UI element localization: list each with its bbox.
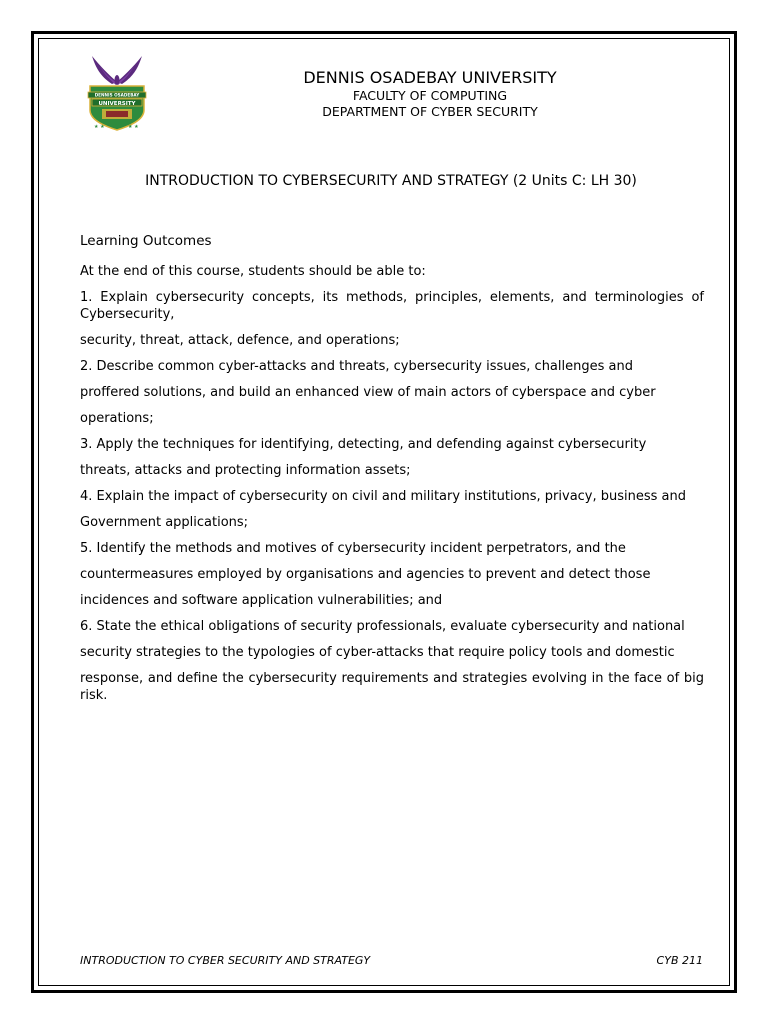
body-line: incidences and software application vulnerabilities; and <box>80 593 443 608</box>
body-line: security, threat, attack, defence, and operations; <box>80 333 400 348</box>
body-line: 1. Explain cybersecurity concepts, its methods, principles, elements, and terminologies of Cybersecurity, <box>80 290 704 322</box>
body-line: response, and define the cybersecurity requirements and strategies evolving in the face of big risk. <box>80 671 704 703</box>
body-line: operations; <box>80 411 154 426</box>
footer-course-name: INTRODUCTION TO CYBER SECURITY AND STRATEGY <box>80 954 371 967</box>
logo-wing-left <box>92 56 117 84</box>
logo-text-line1: DENNIS OSADEBAY <box>94 92 140 98</box>
body-line: threats, attacks and protecting information assets; <box>80 463 411 478</box>
faculty-name: FACULTY OF COMPUTING <box>352 88 508 103</box>
document-header <box>250 68 610 120</box>
body-line: 4. Explain the impact of cybersecurity on civil and military institutions, privacy, business and <box>80 489 687 504</box>
body-line: 2. Describe common cyber-attacks and threats, cybersecurity issues, challenges and <box>80 359 633 374</box>
svg-text:★ ★: ★ ★ <box>94 124 105 130</box>
body-line: 6. State the ethical obligations of security professionals, evaluate cybersecurity and national <box>80 619 685 634</box>
body-line: security strategies to the typologies of cyber-attacks that require policy tools and domestic <box>80 645 675 660</box>
footer-course-code: CYB 211 <box>656 954 703 967</box>
body-line: proffered solutions, and build an enhanced view of main actors of cyberspace and cyber <box>80 385 656 400</box>
body-line: 5. Identify the methods and motives of cybersecurity incident perpetrators, and the <box>80 541 626 556</box>
course-title: INTRODUCTION TO CYBERSECURITY AND STRATEGY (2 Units C: LH 30) <box>145 173 637 189</box>
svg-text:★ ★: ★ ★ <box>128 124 139 130</box>
body-line: countermeasures employed by organisations and agencies to prevent and detect those <box>80 567 651 582</box>
section-title: Learning Outcomes <box>80 233 212 249</box>
university-name: DENNIS OSADEBAY UNIVERSITY <box>303 68 557 87</box>
body-line: 3. Apply the techniques for identifying, detecting, and defending against cybersecurity <box>80 437 647 452</box>
university-logo <box>82 52 152 132</box>
department-name: DEPARTMENT OF CYBER SECURITY <box>322 104 538 119</box>
learning-outcomes-body <box>80 263 704 704</box>
body-line: Government applications; <box>80 515 249 530</box>
body-line: At the end of this course, students should be able to: <box>80 264 426 279</box>
logo-wing-right <box>117 56 142 84</box>
logo-text-line2: UNIVERSITY <box>98 100 136 107</box>
